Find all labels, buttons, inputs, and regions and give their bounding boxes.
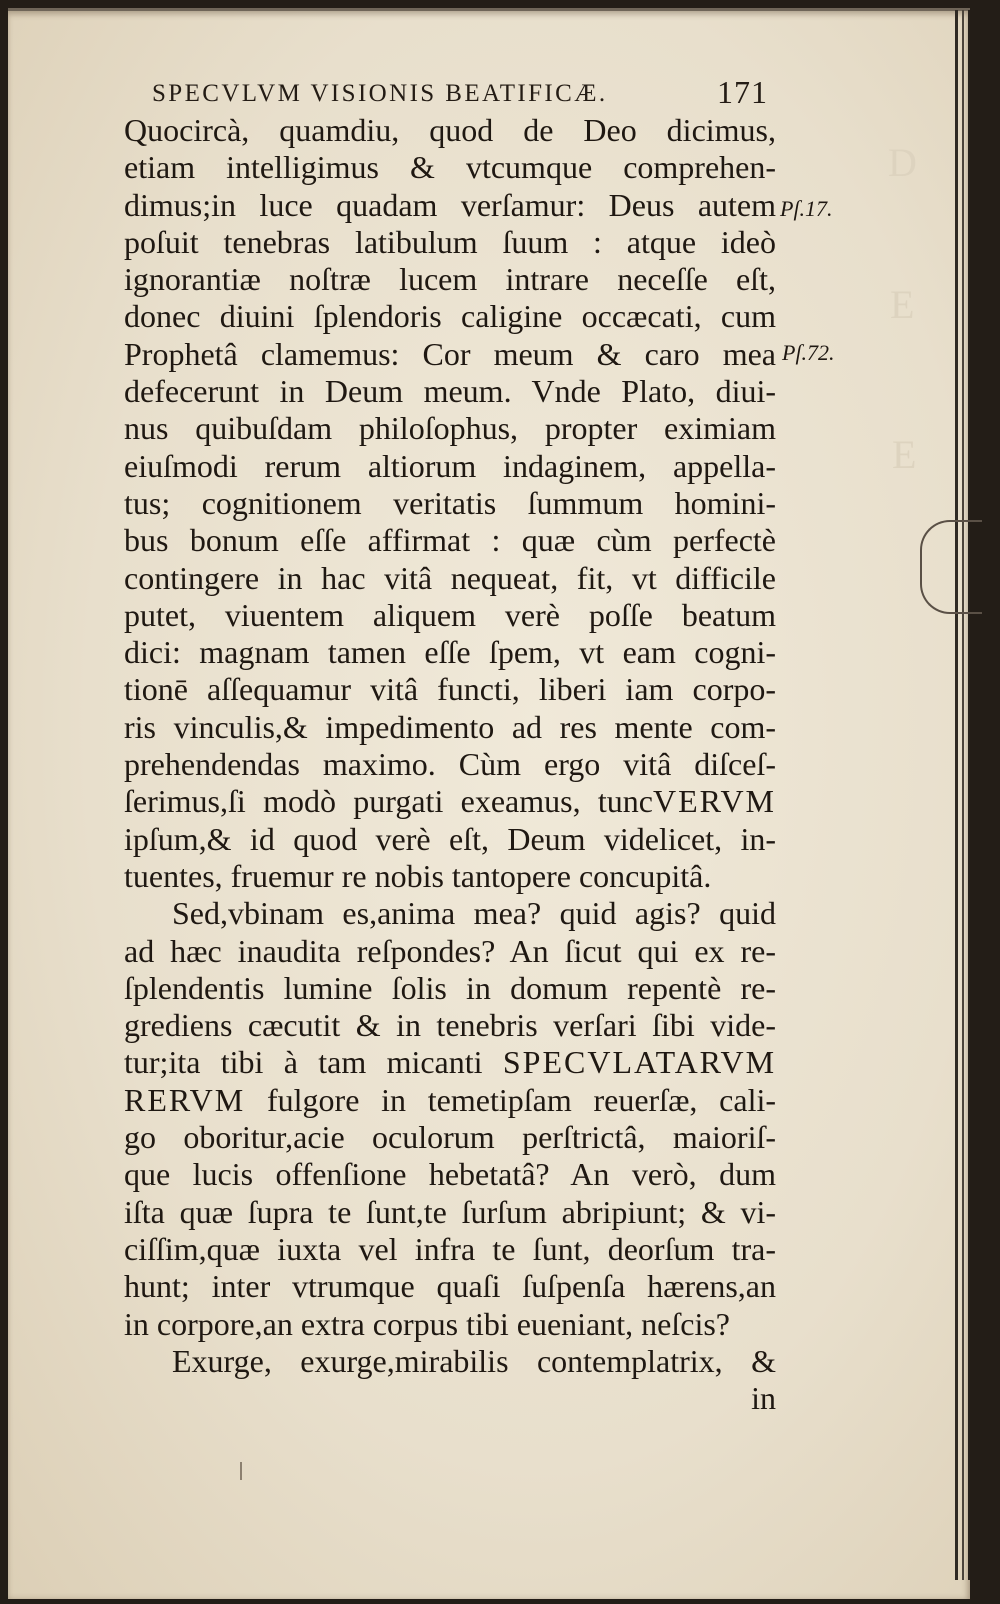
text-line: Quocircà, quamdiu, quod de Deo dicimus, (124, 112, 776, 148)
paragraph-last-line: tuentes, fruemur re nobis tantopere concupitâ. (124, 857, 712, 894)
paragraph-last-line: in corpore,an extra corpus tibi eueniant, neſcis? (124, 1305, 730, 1342)
text-fragment: ſerimus,ſi modò purgati exeamus, tunc (124, 783, 653, 820)
text-line: contingere in hac vitâ nequeat, fit, vt difficile (124, 559, 776, 596)
body-text (124, 112, 776, 1417)
margin-note-psalm: Pſ.72. (782, 340, 835, 365)
text-line: ipſum,& id quod verè eſt, Deum videlicet, in- (124, 820, 776, 857)
text-line: nus quibuſdam philoſophus, propter eximiam (124, 410, 776, 447)
bleed-through-letter: D (888, 140, 917, 185)
text-line: poſuit tenebras latibulum ſuum : atque ideò (124, 223, 776, 260)
page-header (152, 74, 768, 114)
text-line: eiuſmodi rerum altiorum indaginem, appella- (124, 447, 776, 484)
ink-speck (240, 1462, 242, 1480)
text-line-with-smallcaps (124, 1082, 776, 1119)
text-fragment: tur;ita tibi à tam micanti (124, 1044, 483, 1081)
paragraph-first-line: Exurge, exurge,mirabilis contemplatrix, & (172, 1342, 776, 1379)
text-line: tionē aſſequamur vitâ functi, liberi iam corpo- (124, 671, 776, 708)
bleed-through-letter: E (892, 432, 917, 477)
page-edge (962, 10, 964, 1580)
margin-note-psalm: Pſ.17. (780, 196, 833, 221)
text-line: donec diuini ſplendoris caligine occæcati, cum (124, 298, 776, 335)
text-line: dimus;in luce quadam verſamur: Deus autem (124, 186, 776, 223)
text-line: go oboritur,acie oculorum perſtrictâ, maioriſ- (124, 1119, 776, 1156)
smallcaps-word: VERVM (653, 783, 776, 820)
page-edge (968, 10, 970, 1580)
text-line: defecerunt in Deum meum. Vnde Plato, diui- (124, 373, 776, 410)
running-title: SPECVLVM VISIONIS BEATIFICÆ. (152, 80, 608, 107)
text-fragment: fulgore in temetipſam reuerſæ, cali- (266, 1081, 777, 1118)
text-line-with-smallcaps (124, 783, 776, 820)
text-line: ignorantiæ noſtræ lucem intrare neceſſe eſt, (124, 261, 776, 298)
text-line: putet, viuentem aliquem verè poſſe beatum (124, 596, 776, 633)
bleed-through-letter: E (890, 282, 915, 327)
smallcaps-word: SPECVLATARVM (502, 1044, 777, 1081)
text-line: ris vinculis,& impedimento ad res mente com- (124, 708, 776, 745)
text-line: bus bonum eſſe affirmat : quæ cùm perfectè (124, 522, 776, 559)
text-line: prehendendas maximo. Cùm ergo vitâ diſceſ- (124, 746, 776, 783)
paragraph-first-line: Sed,vbinam es,anima mea? quid agis? quid (172, 895, 776, 932)
catchword: in (751, 1380, 776, 1417)
smallcaps-word: RERVM (124, 1081, 246, 1118)
text-line: iſta quæ ſupra te ſunt,te ſurſum abripiunt; & vi- (124, 1193, 776, 1230)
text-line: Prophetâ clamemus: Cor meum & caro mea (124, 335, 776, 372)
text-line: etiam intelligimus & vtcumque comprehen- (124, 149, 776, 186)
text-line: ad hæc inaudita reſpondes? An ſicut qui ex re- (124, 932, 776, 969)
text-line: ciſſim,quæ iuxta vel infra te ſunt, deorſum tra- (124, 1230, 776, 1267)
page-tab-mark (920, 520, 982, 614)
text-line: hunt; inter vtrumque quaſi ſuſpenſa hærens,an (124, 1268, 776, 1305)
text-line: que lucis offenſione hebetatâ? An verò, dum (124, 1156, 776, 1193)
text-line-with-smallcaps (124, 1044, 776, 1081)
text-line: tus; cognitionem veritatis ſummum homini- (124, 484, 776, 521)
page-number: 171 (717, 74, 768, 110)
text-line: ſplendentis lumine ſolis in domum repentè re- (124, 969, 776, 1006)
page-edge (955, 10, 958, 1580)
text-line: grediens cæcutit & in tenebris verſari ſibi vide- (124, 1007, 776, 1044)
text-line: dici: magnam tamen eſſe ſpem, vt eam cogni- (124, 634, 776, 671)
